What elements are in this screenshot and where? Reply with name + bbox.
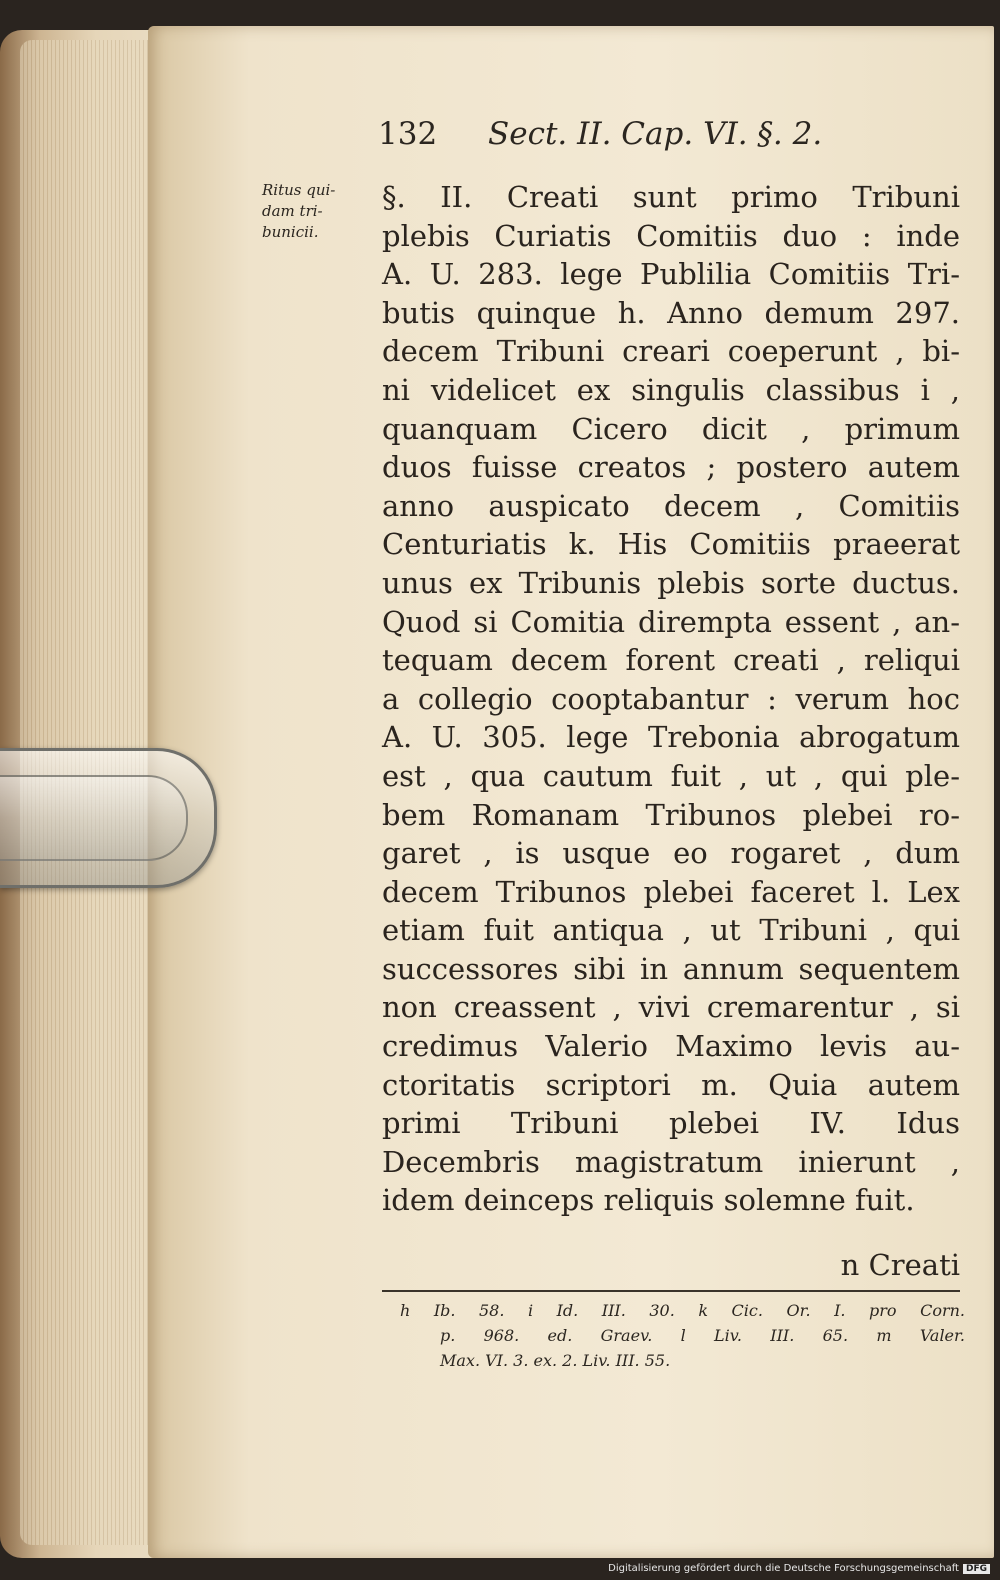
text-line: plebis Curiatis Comitiis duo : inde xyxy=(382,218,960,253)
text-line: bem Romanam Tribunos plebei ro- xyxy=(382,797,960,832)
footnote-line: Max. VI. 3. ex. 2. Liv. III. 55. xyxy=(440,1351,671,1370)
text-line: Quod si Comitia dirempta essent , an- xyxy=(382,604,960,639)
catchword: n Creati xyxy=(840,1248,960,1282)
text-line: unus ex Tribunis plebis sorte ductus. xyxy=(382,565,960,600)
text-line: decem Tribuni creari coeperunt , bi- xyxy=(382,334,960,369)
margin-note-line: bunicii. xyxy=(262,223,319,241)
page-number: 132 xyxy=(378,116,438,152)
running-title: Sect. II. Cap. VI. §. 2. xyxy=(488,116,823,152)
credit-text: Digitalisierung gefördert durch die Deutsche Forschungsgemeinschaft xyxy=(608,1563,959,1574)
text-line: garet , is usque eo rogaret , dum xyxy=(382,836,960,871)
text-line: primi Tribuni plebei IV. Idus xyxy=(382,1106,960,1141)
text-line: credimus Valerio Maximo levis au- xyxy=(382,1029,960,1064)
text-line: ni videlicet ex singulis classibus i , xyxy=(382,372,960,407)
text-line: est , qua cautum fuit , ut , qui ple- xyxy=(382,758,960,793)
text-line: ctoritatis scriptori m. Quia autem xyxy=(382,1067,960,1102)
dfg-logo: DFG xyxy=(963,1564,990,1574)
margin-note-line: Ritus qui- xyxy=(262,181,336,199)
footnotes xyxy=(400,1298,965,1373)
text-line: idem deinceps reliquis solemne fuit. xyxy=(382,1183,915,1218)
text-line: quanquam Cicero dicit , primum xyxy=(382,411,960,446)
text-line: Decembris magistratum inierunt , xyxy=(382,1144,960,1179)
footnote-rule xyxy=(382,1290,960,1292)
text-line: tequam decem forent creati , reliqui xyxy=(382,643,960,678)
text-line: anno auspicato decem , Comitiis xyxy=(382,488,960,523)
text-line: butis quinque h. Anno demum 297. xyxy=(382,295,960,330)
text-line: a collegio cooptabantur : verum hoc xyxy=(382,681,960,716)
footnote-line: h Ib. 58. i Id. III. 30. k Cic. Or. I. pro Corn. xyxy=(400,1301,965,1320)
text-line: A. U. 283. lege Publilia Comitiis Tri- xyxy=(382,257,960,292)
text-line: decem Tribunos plebei faceret l. Lex xyxy=(382,874,960,909)
text-line: successores sibi in annum sequentem xyxy=(382,951,960,986)
margin-note xyxy=(262,180,362,243)
text-line: §. II. Creati sunt primo Tribuni xyxy=(382,180,960,214)
page-clip xyxy=(0,748,217,888)
footnote-line: p. 968. ed. Graev. l Liv. III. 65. m Valer. xyxy=(440,1326,965,1345)
margin-note-line: dam tri- xyxy=(262,202,323,220)
page-clip-inner xyxy=(0,775,188,861)
text-line: A. U. 305. lege Trebonia abrogatum xyxy=(382,720,960,755)
running-head xyxy=(378,116,858,164)
main-text-block xyxy=(382,178,960,1220)
text-line: non creassent , vivi cremarentur , si xyxy=(382,990,960,1025)
text-line: Centuriatis k. His Comitiis praeerat xyxy=(382,527,960,562)
text-line: etiam fuit antiqua , ut Tribuni , qui xyxy=(382,913,960,948)
digitization-credit xyxy=(608,1563,990,1574)
text-line: duos fuisse creatos ; postero autem xyxy=(382,450,960,485)
